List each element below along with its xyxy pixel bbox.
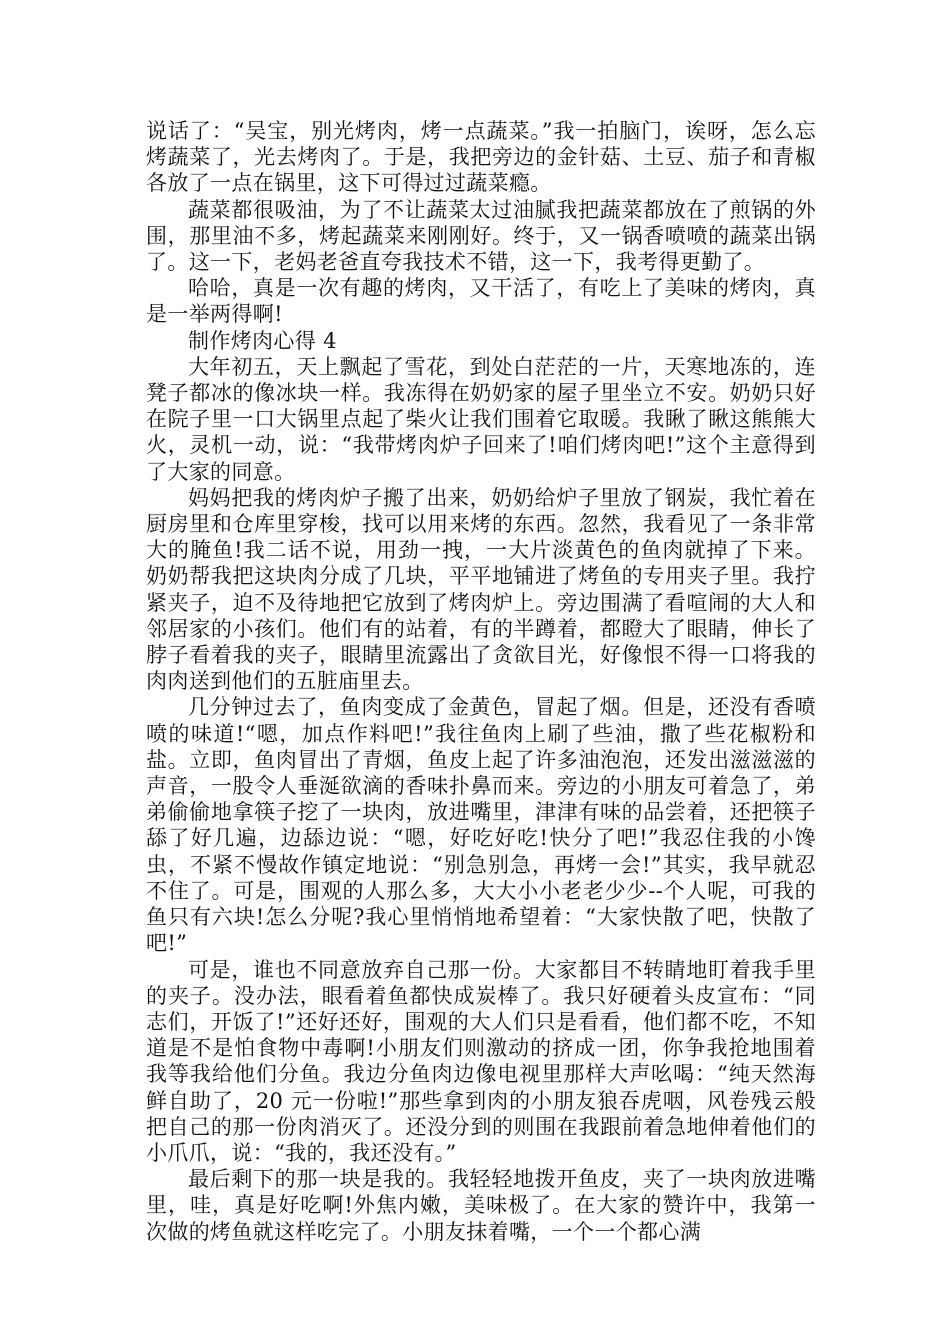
paragraph-5: 妈妈把我的烤肉炉子搬了出来，奶奶给炉子里放了钢炭，我忙着在厨房里和仓库里穿梭，找可以用来烤的东西。忽然，我看见了一条非常大的腌鱼!我二话不说，用劲一拽，一大片淡黄色的鱼肉就掉了下来。奶奶帮我把这块肉分成了几块，平平地铺进了烤鱼的专用夹子里。我拧紧夹子，迫不及待地把它放到了烤肉炉上。旁边围满了看喧闹的大人和邻居家的小孩们。他们有的站着，有的半蹲着，都瞪大了眼睛，伸长了脖子看着我的夹子，眼睛里流露出了贪欲目光，好像恨不得一口将我的肉肉送到他们的五脏庙里去。: [146, 485, 816, 694]
paragraph-1: 说话了：“吴宝，别光烤肉，烤一点蔬菜。”我一拍脑门，诶呀，怎么忘烤蔬菜了，光去烤肉了。于是，我把旁边的金针菇、土豆、茄子和青椒各放了一点在锅里，这下可得过过蔬菜瘾。: [146, 119, 816, 196]
paragraph-4: 大年初五，天上飘起了雪花，到处白茫茫的一片，天寒地冻的，连凳子都冰的像冰块一样。我冻得在奶奶家的屋子里坐立不安。奶奶只好在院子里一口大锅里点起了柴火让我们围着它取暖。我瞅了瞅这熊熊大火，灵机一动，说：“我带烤肉炉子回来了!咱们烤肉吧!”这个主意得到了大家的同意。: [146, 354, 816, 484]
paragraph-8: 最后剩下的那一块是我的。我轻轻地拨开鱼皮，夹了一块肉放进嘴里，哇，真是好吃啊!外焦内嫩，美味极了。在大家的赞许中，我第一次做的烤鱼就这样吃完了。小朋友抹着嘴，一个一个都心满: [146, 1167, 816, 1244]
paragraph-7: 可是，谁也不同意放弃自己那一份。大家都目不转睛地盯着我手里的夹子。没办法，眼看着鱼都快成炭棒了。我只好硬着头皮宣布：“同志们，开饭了!”还好还好，围观的大人们只是看看，他们都不吃，不知道是不是怕食物中毒啊!小朋友们则激动的挤成一团，你争我抢地围着我等我给他们分鱼。我边分鱼肉边像电视里那样大声吆喝：“纯天然海鲜自助了，20 元一份啦!”那些拿到肉的小朋友狼吞虎咽，风卷残云般把自己的那一份肉消灭了。还没分到的则围在我跟前着急地伸着他们的小爪爪，说：“我的，我还没有。”: [146, 957, 816, 1165]
paragraph-6: 几分钟过去了，鱼肉变成了金黄色，冒起了烟。但是，还没有香喷喷的味道!“嗯，加点作料吧!”我往鱼肉上刷了些油，撒了些花椒粉和盐。立即，鱼肉冒出了青烟，鱼皮上起了许多油泡泡，还发出滋滋滋的声音，一股令人垂涎欲滴的香味扑鼻而来。旁边的小朋友可着急了，弟弟偷偷地拿筷子挖了一块肉，放进嘴里，津津有味的品尝着，还把筷子舔了好几遍，边舔边说：“嗯，好吃好吃!快分了吧!”我忍住我的小馋虫，不紧不慢故作镇定地说：“别急别急，再烤一会!”其实，我早就忍不住了。可是，围观的人那么多，大大小小老老少少--个人呢，可我的鱼只有六块!怎么分呢?我心里悄悄地希望着：“大家快散了吧，快散了吧!”: [146, 695, 816, 956]
section-heading: 制作烤肉心得 4: [188, 328, 337, 353]
document-body: [146, 118, 816, 1245]
paragraph-3: 哈哈，真是一次有趣的烤肉，又干活了，有吃上了美味的烤肉，真是一举两得啊!: [146, 276, 816, 327]
paragraph-2: 蔬菜都很吸油，为了不让蔬菜太过油腻我把蔬菜都放在了煎锅的外围，那里油不多，烤起蔬菜来刚刚好。终于，又一锅香喷喷的蔬菜出锅了。这一下，老妈老爸直夸我技术不错，这一下，我考得更勤了。: [146, 197, 816, 275]
